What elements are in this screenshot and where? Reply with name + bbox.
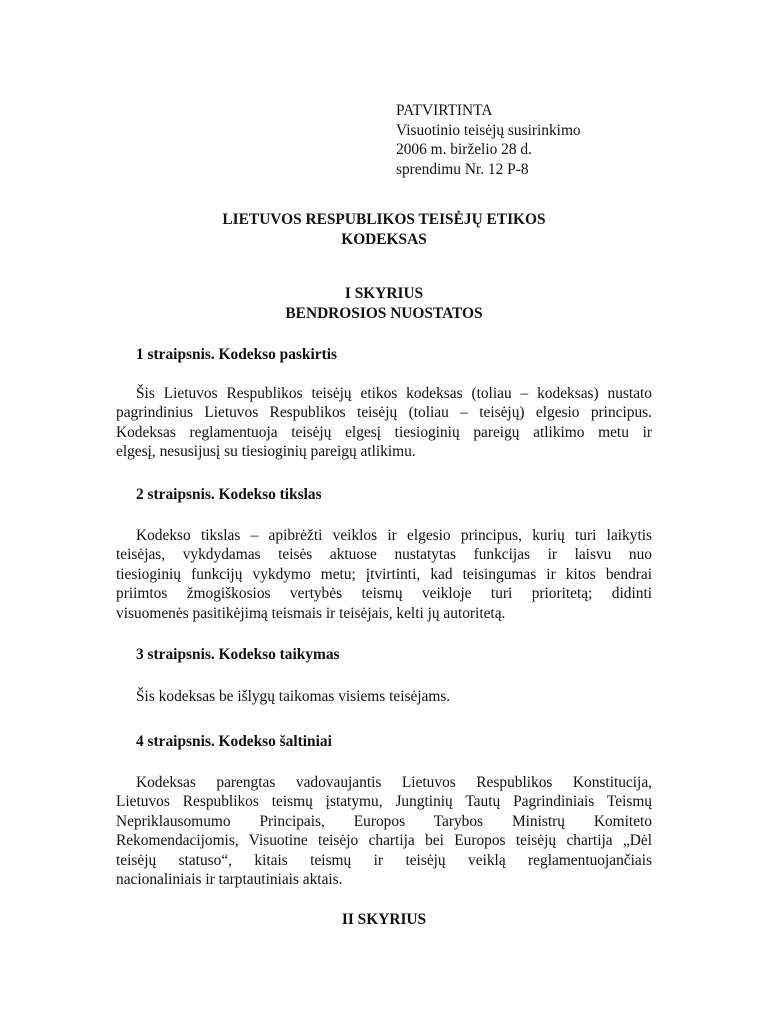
article-title: 3 straipsnis. Kodekso taikymas (136, 646, 340, 663)
document-title-line: KODEKSAS (341, 230, 427, 248)
paragraph-line: Kodekso tikslas – apibrėžti veiklos ir elgesio principus, kurių turi laikytis (136, 527, 652, 544)
paragraph-line: Šis Lietuvos Respublikos teisėjų etikos kodeksas (toliau – kodeksas) nustato (136, 385, 652, 402)
paragraph-line: tiesioginių funkcijų vykdymo metu; įtvirtinti, kad teisingumas ir kitos bendrai (116, 565, 652, 583)
approval-line: 2006 m. birželio 28 d. (396, 141, 532, 158)
paragraph-line: Rekomendacijomis, Visuotine teisėjo chartija bei Europos teisėjų chartija „Dėl (116, 832, 652, 850)
article-paragraph (116, 687, 652, 706)
paragraph-line: pagrindinius Lietuvos Respublikos teisėjų (toliau – teisėjų) elgesio principus. (116, 404, 652, 422)
paragraph-line: Kodeksas parengtas vadovaujantis Lietuvos Respublikos Konstitucija, (136, 774, 652, 791)
paragraph-line: elgesį, nesusijusį su tiesioginių pareigų atlikimu. (116, 443, 416, 461)
chapter-heading (116, 284, 652, 323)
article-title: 1 straipsnis. Kodekso paskirtis (136, 346, 337, 363)
paragraph-line: Lietuvos Respublikos teismų įstatymu, Jungtinių Tautų Pagrindiniais Teismų (116, 793, 652, 811)
article-paragraph (116, 773, 652, 889)
paragraph-line: Nepriklausomumo Principais, Europos Tarybos Ministrų Komiteto (116, 812, 652, 830)
paragraph-line: Kodeksas reglamentuoja teisėjų elgesį tiesioginių pareigų atlikimo metu ir (116, 423, 652, 441)
article-paragraph (116, 384, 652, 462)
document-title-line: LIETUVOS RESPUBLIKOS TEISĖJŲ ETIKOS (222, 211, 546, 228)
paragraph-line: nacionaliniais ir tarptautiniais aktais. (116, 871, 343, 889)
article-title: 2 straipsnis. Kodekso tikslas (136, 486, 322, 503)
chapter-name: BENDROSIOS NUOSTATOS (285, 304, 483, 322)
approval-block (396, 101, 581, 179)
chapter-number: II SKYRIUS (341, 911, 427, 928)
chapter-number: I SKYRIUS (344, 285, 424, 302)
article-paragraph (116, 526, 652, 623)
paragraph-line: visuomenės pasitikėjimą teismais ir teisėjais, kelti jų autoritetą. (116, 604, 506, 622)
paragraph-line: Šis kodeksas be išlygų taikomas visiems teisėjams. (136, 688, 451, 705)
paragraph-line: teisėjas, vykdydamas teisės aktuose nustatytas funkcijas ir laisvu nuo (116, 546, 652, 564)
article-title: 4 straipsnis. Kodekso šaltiniai (136, 733, 332, 750)
approval-line: sprendimu Nr. 12 P-8 (396, 160, 529, 178)
approval-line: Visuotinio teisėjų susirinkimo (396, 121, 581, 139)
paragraph-line: teisėjų statuso“, kitais teismų ir teisėjų veiklą reglamentuojančiais (116, 851, 652, 869)
paragraph-line: priimtos žmogiškosios vertybės teismų veikloje turi prioritetą; didinti (116, 585, 652, 603)
document-title (116, 210, 652, 249)
approval-line: PATVIRTINTA (396, 102, 493, 119)
